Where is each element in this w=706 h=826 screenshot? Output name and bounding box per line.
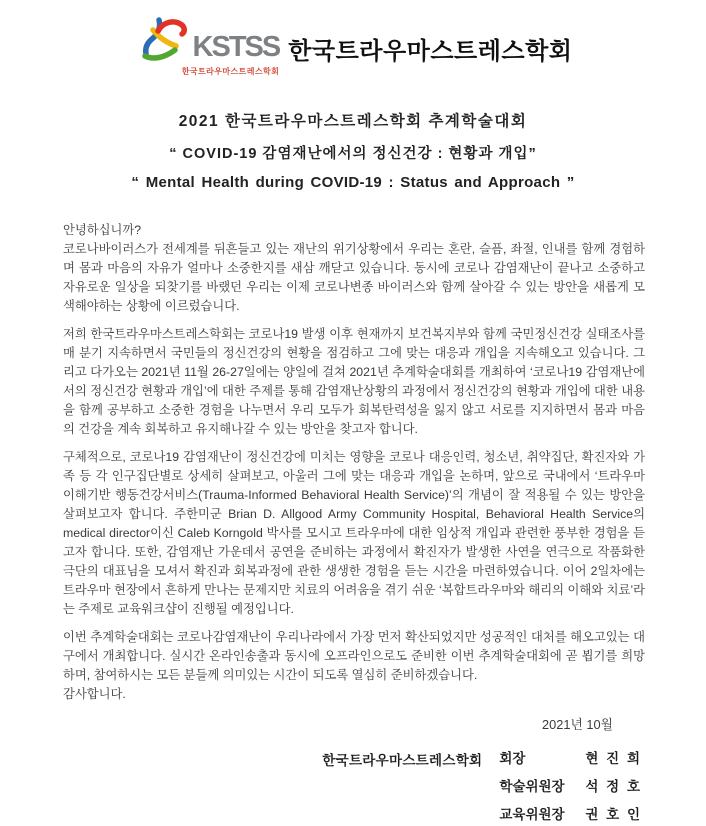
conference-title: 2021 한국트라우마스트레스학회 추계학술대회 (178, 113, 528, 130)
letterhead (0, 0, 706, 77)
paragraph-4: 이번 추계학술대회는 코로나감염재난이 우리나라에서 가장 먼저 확산되었지만 성공적인 대처를 해오고있는 대구에서 개최합니다. 실시간 온라인송출과 동시에 오프라인으로도 준비한 이번 추계학술대회에 곧 뵙기를 희망하며, 참여하시는 모든 분들께 의미있는 시간이 되도록 열심히 준비하겠습니다. (63, 630, 645, 682)
signature-role-education-chair: 교육위원장 (499, 807, 565, 822)
conference-theme-english: “ Mental Health during COVID-19 : Status and Approach ” (131, 174, 575, 191)
organization-title: 한국트라우마스트레스학회 (288, 38, 573, 65)
logo-stroke-green-icon (145, 50, 175, 58)
signature-name-president: 현 진 희 (585, 751, 642, 766)
greeting-line: 안녕하십니까? (63, 223, 142, 237)
closing-line: 감사합니다. (63, 687, 126, 701)
signature-row-education-chair (499, 803, 642, 823)
paragraph-3: 구체적으로, 코로나19 감염재난이 정신건강에 미치는 영향을 코로나 대응인력, 청소년, 취약집단, 확진자와 가족 등 각 인구집단별로 상세히 살펴보고, 아울러 그에 맞는 대응과 개입을 논하며, 앞으로 국내에서 ‘트라우마 이해기반 행동건강서비스(Trauma-Informed Behavioral Health Service)’의 개념이 잘 적용될 수 있는 방안을 살펴보고자 합니다. 주한미군 Brian D. Allgood Army Community Hospital, Behavioral Health Service의 medical director이신 Caleb Korngold 박사를 모시고 트라우마에 대한 임상적 개입과 관련한 풍부한 경험을 듣고자 합니다. 또한, 감염재난 가운데서 공연을 준비하는 과정에서 확진자가 발생한 사연을 연극으로 작품화한 극단의 대표님을 모셔서 확진과 회복과정에 관한 생생한 경험을 듣는 시간을 마련하였습니다. 이어 2일차에는 트라우마 현장에서 흔하게 만나는 문제지만 치료의 어려움을 겪기 쉬운 ‘복합트라우마와 해리의 이해와 치료’라는 주제로 교육워크샵이 진행될 예정입니다. (63, 450, 645, 616)
date-line: 2021년 10월 (542, 717, 613, 732)
signature-name-academic-chair: 석 정 호 (585, 779, 642, 794)
kstss-logo-top (134, 16, 280, 64)
signature-block (0, 747, 642, 823)
logo-stroke-red-icon (158, 22, 184, 34)
signature-row-academic-chair (499, 775, 642, 795)
signature-role-academic-chair: 학술위원장 (499, 779, 565, 794)
signature-role-president: 회장 (499, 751, 526, 766)
signature-organization: 한국트라우마스트레스학회 (322, 753, 483, 768)
logo-subtitle: 한국트라우마스트레스학회 (181, 67, 280, 76)
signature-row-president (499, 747, 642, 767)
kstss-logo (134, 16, 280, 77)
signature-name-education-chair: 권 호 인 (585, 807, 642, 822)
logo-acronym: KSTSS (192, 31, 280, 63)
letter-body (63, 221, 645, 704)
paragraph-1: 코로나바이러스가 전세계를 뒤흔들고 있는 재난의 위기상황에서 우리는 혼란, 슬픔, 좌절, 인내를 함께 경험하며 몸과 마음의 자유가 얼마나 소중한지를 새삼 깨닫고 있습니다. 동시에 코로나 감염재난이 끝나고 소중하고 자유로운 일상을 되찾기를 바랬던 우리는 이제 코로나변종 바이러스와 함께 살아갈 수 있는 방안을 새롭게 모색해야하는 상황에 이르렀습니다. (63, 242, 645, 313)
document-title-block (0, 109, 706, 191)
paragraph-2: 저희 한국트라우마스트레스학회는 코로나19 발생 이후 현재까지 보건복지부와 함께 국민정신건강 실태조사를 매 분기 지속하면서 국민들의 정신건강의 현황을 점검하고 그에 맞는 대응과 개입을 지속해오고 있습니다. 그리고 다가오는 2021년 11월 26-27일에는 양일에 걸쳐 2021년 추계학술대회를 개최하여 ‘코로나19 감염재난에서의 정신건강 현황과 개입’에 대한 주제를 통해 감염재난상황의 과정에서 정신건강의 현황과 개입에 대한 내용을 함께 공부하고 소중한 경험을 나누면서 우리 모두가 회복탄력성을 잃지 않고 서로를 지지하면서 몸과 마음의 건강을 계속 회복하고 유지해나갈 수 있는 방안을 찾고자 합니다. (63, 327, 645, 436)
conference-theme-korean: “ COVID-19 감염재난에서의 정신건강 : 현황과 개입” (169, 146, 537, 162)
kstss-logo-mark-icon (134, 16, 190, 64)
signature-rows (499, 747, 642, 823)
